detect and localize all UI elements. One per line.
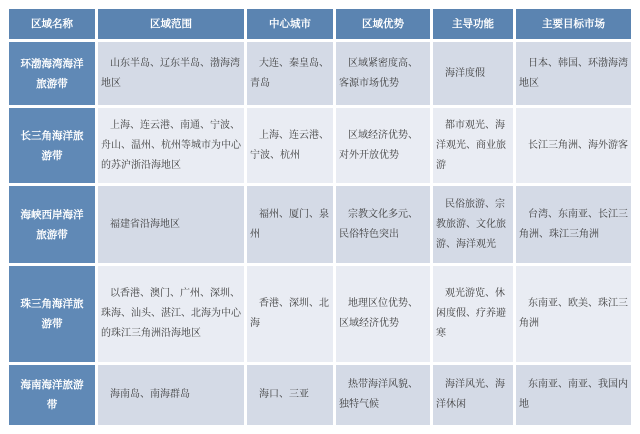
cell-target-markets: 东南亚、欧美、珠江三角洲	[516, 266, 631, 362]
cell-target-markets: 日本、韩国、环渤海湾地区	[516, 42, 631, 105]
cell-region-name: 珠三角海洋旅游带	[9, 266, 95, 362]
cell-region-scope: 海南岛、南海群岛	[98, 365, 244, 425]
cell-target-markets: 长江三角洲、海外游客	[516, 108, 631, 183]
col-header-target-markets: 主要目标市场	[516, 9, 631, 39]
cell-region-name: 海峡西岸海洋旅游带	[9, 186, 95, 263]
cell-region-scope: 以香港、澳门、广州、深圳、珠海、汕头、湛江、北海为中心的珠江三角洲沿海地区	[98, 266, 244, 362]
cell-advantages: 宗教文化多元、民俗特色突出	[336, 186, 430, 263]
cell-region-scope: 上海、连云港、南通、宁波、舟山、温州、杭州等城市为中心的苏沪浙沿海地区	[98, 108, 244, 183]
cell-functions: 海洋度假	[433, 42, 513, 105]
cell-target-markets: 台湾、东南亚、长江三角洲、珠江三角洲	[516, 186, 631, 263]
cell-region-name: 海南海洋旅游带	[9, 365, 95, 425]
cell-functions: 民俗旅游、宗教旅游、文化旅游、海洋观光	[433, 186, 513, 263]
marine-tourism-zones-table	[6, 6, 634, 428]
cell-center-cities: 香港、深圳、北海	[247, 266, 333, 362]
cell-advantages: 区域紧密度高、客源市场优势	[336, 42, 430, 105]
cell-region-name: 环渤海湾海洋旅游带	[9, 42, 95, 105]
cell-advantages: 区域经济优势、对外开放优势	[336, 108, 430, 183]
col-header-center-cities: 中心城市	[247, 9, 333, 39]
header-row	[9, 9, 631, 39]
cell-advantages: 热带海洋风貌、独特气候	[336, 365, 430, 425]
cell-functions: 都市观光、海洋观光、商业旅游	[433, 108, 513, 183]
cell-advantages: 地理区位优势、区域经济优势	[336, 266, 430, 362]
table-row-bohai	[9, 42, 631, 105]
table-row-west-strait	[9, 186, 631, 263]
cell-region-scope: 山东半岛、辽东半岛、渤海湾地区	[98, 42, 244, 105]
cell-target-markets: 东南亚、南亚、我国内地	[516, 365, 631, 425]
col-header-region-scope: 区域范围	[98, 9, 244, 39]
cell-center-cities: 海口、三亚	[247, 365, 333, 425]
table-row-hainan	[9, 365, 631, 425]
cell-center-cities: 福州、厦门、泉州	[247, 186, 333, 263]
col-header-functions: 主导功能	[433, 9, 513, 39]
cell-region-scope: 福建省沿海地区	[98, 186, 244, 263]
table-row-pearl-delta	[9, 266, 631, 362]
col-header-advantages: 区域优势	[336, 9, 430, 39]
cell-center-cities: 大连、秦皇岛、青岛	[247, 42, 333, 105]
cell-functions: 海洋风光、海洋休闲	[433, 365, 513, 425]
table-row-yangtze-delta	[9, 108, 631, 183]
cell-functions: 观光游览、休闲度假、疗养避寒	[433, 266, 513, 362]
cell-region-name: 长三角海洋旅游带	[9, 108, 95, 183]
cell-center-cities: 上海、连云港、宁波、杭州	[247, 108, 333, 183]
col-header-region-name: 区域名称	[9, 9, 95, 39]
